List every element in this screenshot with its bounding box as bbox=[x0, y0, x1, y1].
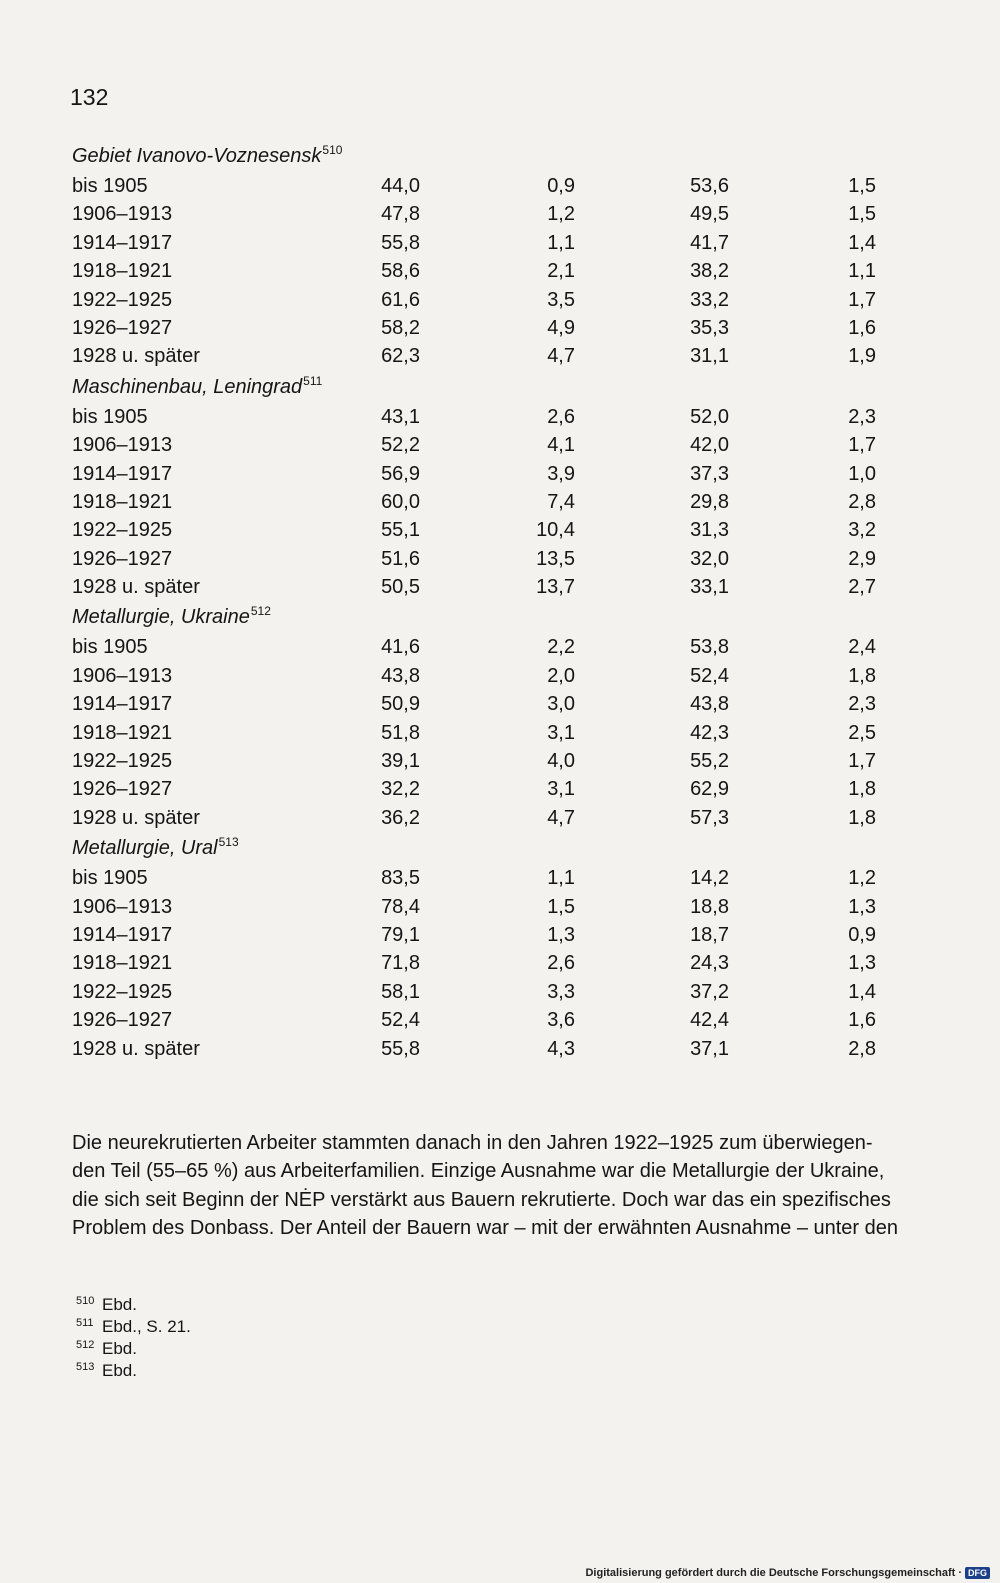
footnote-text: Ebd. bbox=[102, 1339, 137, 1358]
value-cell: 52,0 bbox=[690, 405, 729, 428]
footnote-ref: 512 bbox=[250, 604, 271, 619]
value-cell: 1,8 bbox=[848, 778, 876, 801]
value-cell: 58,6 bbox=[381, 260, 420, 283]
value-cell: 2,3 bbox=[848, 405, 876, 428]
footnote bbox=[76, 1338, 191, 1360]
value-cell: 1,5 bbox=[848, 203, 876, 226]
value-cell: 36,2 bbox=[381, 806, 420, 829]
value-cell: 1,3 bbox=[547, 923, 575, 946]
value-cell: 3,2 bbox=[848, 519, 876, 542]
period-cell: 1918–1921 bbox=[72, 721, 173, 744]
value-cell: 1,4 bbox=[848, 980, 876, 1003]
value-cell: 78,4 bbox=[381, 895, 420, 918]
footnote-number: 512 bbox=[76, 1339, 95, 1351]
table-row bbox=[72, 662, 892, 690]
value-cell: 1,7 bbox=[848, 750, 876, 773]
value-cell: 1,5 bbox=[547, 895, 575, 918]
value-cell: 1,4 bbox=[848, 231, 876, 254]
footnote bbox=[76, 1360, 191, 1382]
footnote bbox=[76, 1316, 191, 1338]
body-line: den Teil (55–65 %) aus Arbeiterfamilien. Einzige Ausnahme war die Metallurgie der Ukraine, bbox=[72, 1160, 885, 1183]
value-cell: 42,0 bbox=[690, 434, 729, 457]
table-row bbox=[72, 229, 892, 257]
period-cell: 1928 u. später bbox=[72, 345, 200, 368]
body-paragraph bbox=[72, 1129, 940, 1243]
value-cell: 2,8 bbox=[848, 1037, 876, 1060]
value-cell: 1,1 bbox=[547, 231, 575, 254]
value-cell: 57,3 bbox=[690, 806, 729, 829]
value-cell: 43,8 bbox=[381, 664, 420, 687]
value-cell: 3,3 bbox=[547, 980, 575, 1003]
table-row bbox=[72, 804, 892, 832]
period-cell: 1922–1925 bbox=[72, 288, 173, 311]
value-cell: 52,4 bbox=[690, 664, 729, 687]
value-cell: 2,8 bbox=[848, 490, 876, 513]
value-cell: 1,6 bbox=[848, 1009, 876, 1032]
footnote-text: Ebd. bbox=[102, 1361, 137, 1380]
table-row bbox=[72, 690, 892, 718]
section-title bbox=[72, 140, 892, 172]
value-cell: 24,3 bbox=[690, 952, 729, 975]
value-cell: 2,7 bbox=[848, 576, 876, 599]
value-cell: 2,4 bbox=[848, 636, 876, 659]
value-cell: 61,6 bbox=[381, 288, 420, 311]
value-cell: 29,8 bbox=[690, 490, 729, 513]
value-cell: 3,0 bbox=[547, 693, 575, 716]
value-cell: 10,4 bbox=[536, 519, 575, 542]
value-cell: 58,1 bbox=[381, 980, 420, 1003]
period-cell: 1926–1927 bbox=[72, 778, 173, 801]
section-title bbox=[72, 371, 892, 403]
value-cell: 1,8 bbox=[848, 806, 876, 829]
value-cell: 2,2 bbox=[547, 636, 575, 659]
value-cell: 18,8 bbox=[690, 895, 729, 918]
value-cell: 1,6 bbox=[848, 316, 876, 339]
value-cell: 1,1 bbox=[848, 260, 876, 283]
period-cell: 1906–1913 bbox=[72, 895, 173, 918]
value-cell: 1,7 bbox=[848, 288, 876, 311]
value-cell: 41,6 bbox=[381, 636, 420, 659]
table-row bbox=[72, 893, 892, 921]
value-cell: 79,1 bbox=[381, 923, 420, 946]
value-cell: 33,1 bbox=[690, 576, 729, 599]
section-title-text: Metallurgie, Ukraine bbox=[72, 606, 250, 629]
period-cell: 1922–1925 bbox=[72, 519, 173, 542]
value-cell: 1,2 bbox=[848, 867, 876, 890]
period-cell: 1918–1921 bbox=[72, 490, 173, 513]
value-cell: 53,8 bbox=[690, 636, 729, 659]
table-row bbox=[72, 633, 892, 661]
value-cell: 33,2 bbox=[690, 288, 729, 311]
footnote-ref: 511 bbox=[303, 373, 323, 388]
value-cell: 1,3 bbox=[848, 952, 876, 975]
period-cell: 1914–1917 bbox=[72, 693, 173, 716]
table-row bbox=[72, 545, 892, 573]
table-row bbox=[72, 172, 892, 200]
table-row bbox=[72, 1006, 892, 1034]
section-title-text: Maschinenbau, Leningrad bbox=[72, 375, 303, 398]
value-cell: 42,3 bbox=[690, 721, 729, 744]
value-cell: 50,5 bbox=[381, 576, 420, 599]
period-cell: 1914–1917 bbox=[72, 923, 173, 946]
table-row bbox=[72, 286, 892, 314]
footnote-ref: 513 bbox=[218, 835, 239, 850]
value-cell: 62,9 bbox=[690, 778, 729, 801]
value-cell: 1,7 bbox=[848, 434, 876, 457]
value-cell: 37,1 bbox=[690, 1037, 729, 1060]
period-cell: 1928 u. später bbox=[72, 806, 200, 829]
period-cell: bis 1905 bbox=[72, 636, 148, 659]
period-cell: 1926–1927 bbox=[72, 1009, 173, 1032]
footnote-text: Ebd., S. 21. bbox=[102, 1317, 191, 1336]
dfg-logo: DFG bbox=[965, 1567, 990, 1579]
value-cell: 52,4 bbox=[381, 1009, 420, 1032]
value-cell: 43,8 bbox=[690, 693, 729, 716]
value-cell: 41,7 bbox=[690, 231, 729, 254]
period-cell: bis 1905 bbox=[72, 867, 148, 890]
value-cell: 1,3 bbox=[848, 895, 876, 918]
value-cell: 4,7 bbox=[547, 345, 575, 368]
table-row bbox=[72, 978, 892, 1006]
period-cell: 1914–1917 bbox=[72, 231, 173, 254]
body-line: Problem des Donbass. Der Anteil der Bauern war – mit der erwähnten Ausnahme – unter den bbox=[72, 1217, 899, 1240]
value-cell: 0,9 bbox=[848, 923, 876, 946]
value-cell: 37,2 bbox=[690, 980, 729, 1003]
value-cell: 51,8 bbox=[381, 721, 420, 744]
value-cell: 3,1 bbox=[547, 778, 575, 801]
value-cell: 14,2 bbox=[690, 867, 729, 890]
period-cell: 1928 u. später bbox=[72, 576, 200, 599]
digitization-credit bbox=[585, 1567, 990, 1579]
value-cell: 55,2 bbox=[690, 750, 729, 773]
value-cell: 50,9 bbox=[381, 693, 420, 716]
period-cell: 1922–1925 bbox=[72, 980, 173, 1003]
value-cell: 2,5 bbox=[848, 721, 876, 744]
value-cell: 60,0 bbox=[381, 490, 420, 513]
period-cell: 1928 u. später bbox=[72, 1037, 200, 1060]
period-cell: bis 1905 bbox=[72, 405, 148, 428]
section-title bbox=[72, 832, 892, 864]
value-cell: 58,2 bbox=[381, 316, 420, 339]
value-cell: 4,7 bbox=[547, 806, 575, 829]
value-cell: 3,5 bbox=[547, 288, 575, 311]
value-cell: 39,1 bbox=[381, 750, 420, 773]
value-cell: 4,9 bbox=[547, 316, 575, 339]
value-cell: 43,1 bbox=[381, 405, 420, 428]
value-cell: 31,1 bbox=[690, 345, 729, 368]
period-cell: 1926–1927 bbox=[72, 547, 173, 570]
value-cell: 42,4 bbox=[690, 1009, 729, 1032]
value-cell: 2,6 bbox=[547, 405, 575, 428]
value-cell: 2,1 bbox=[547, 260, 575, 283]
value-cell: 32,2 bbox=[381, 778, 420, 801]
table-row bbox=[72, 403, 892, 431]
value-cell: 55,8 bbox=[381, 231, 420, 254]
table-row bbox=[72, 257, 892, 285]
table-row bbox=[72, 949, 892, 977]
table-row bbox=[72, 573, 892, 601]
value-cell: 13,5 bbox=[536, 547, 575, 570]
value-cell: 1,9 bbox=[848, 345, 876, 368]
value-cell: 1,1 bbox=[547, 867, 575, 890]
footnote-ref: 510 bbox=[322, 143, 343, 157]
value-cell: 83,5 bbox=[381, 867, 420, 890]
value-cell: 2,6 bbox=[547, 952, 575, 975]
period-cell: 1926–1927 bbox=[72, 316, 173, 339]
value-cell: 32,0 bbox=[690, 547, 729, 570]
value-cell: 44,0 bbox=[381, 175, 420, 197]
footnote-number: 510 bbox=[76, 1295, 95, 1307]
table-row bbox=[72, 200, 892, 228]
value-cell: 49,5 bbox=[690, 203, 729, 226]
value-cell: 71,8 bbox=[381, 952, 420, 975]
table-row bbox=[72, 775, 892, 803]
period-cell: 1918–1921 bbox=[72, 952, 173, 975]
value-cell: 31,3 bbox=[690, 519, 729, 542]
value-cell: 1,8 bbox=[848, 664, 876, 687]
table-row bbox=[72, 488, 892, 516]
value-cell: 2,0 bbox=[547, 664, 575, 687]
body-line: die sich seit Beginn der NĖP verstärkt aus Bauern rekrutierte. Doch war das ein spezifisches bbox=[72, 1188, 891, 1211]
value-cell: 13,7 bbox=[536, 576, 575, 599]
period-cell: bis 1905 bbox=[72, 175, 148, 197]
section-title-text: Metallurgie, Ural bbox=[72, 837, 218, 860]
value-cell: 52,2 bbox=[381, 434, 420, 457]
period-cell: 1906–1913 bbox=[72, 434, 173, 457]
table-row bbox=[72, 431, 892, 459]
value-cell: 4,0 bbox=[547, 750, 575, 773]
table-row bbox=[72, 314, 892, 342]
value-cell: 51,6 bbox=[381, 547, 420, 570]
value-cell: 3,9 bbox=[547, 462, 575, 485]
footnote-text: Ebd. bbox=[102, 1295, 137, 1314]
table-row bbox=[72, 719, 892, 747]
credit-text: Digitalisierung gefördert durch die Deutsche Forschungsgemeinschaft · bbox=[585, 1567, 962, 1579]
value-cell: 4,3 bbox=[547, 1037, 575, 1060]
table-row bbox=[72, 516, 892, 544]
value-cell: 35,3 bbox=[690, 316, 729, 339]
value-cell: 1,0 bbox=[848, 462, 876, 485]
body-line: Die neurekrutierten Arbeiter stammten danach in den Jahren 1922–1925 zum überwiegen- bbox=[72, 1132, 873, 1154]
value-cell: 56,9 bbox=[381, 462, 420, 485]
table-row bbox=[72, 1035, 892, 1063]
table-row bbox=[72, 921, 892, 949]
table-row bbox=[72, 342, 892, 370]
value-cell: 1,5 bbox=[848, 175, 876, 197]
period-cell: 1906–1913 bbox=[72, 664, 173, 687]
footnotes bbox=[76, 1294, 191, 1382]
value-cell: 1,2 bbox=[547, 203, 575, 226]
value-cell: 47,8 bbox=[381, 203, 420, 226]
period-cell: 1906–1913 bbox=[72, 203, 173, 226]
value-cell: 38,2 bbox=[690, 260, 729, 283]
period-cell: 1922–1925 bbox=[72, 750, 173, 773]
value-cell: 62,3 bbox=[381, 345, 420, 368]
footnote-number: 513 bbox=[76, 1361, 95, 1373]
value-cell: 55,1 bbox=[381, 519, 420, 542]
value-cell: 0,9 bbox=[547, 175, 575, 197]
period-cell: 1918–1921 bbox=[72, 260, 173, 283]
value-cell: 2,9 bbox=[848, 547, 876, 570]
footnote-number: 511 bbox=[76, 1317, 94, 1329]
table-row bbox=[72, 864, 892, 892]
table-row bbox=[72, 460, 892, 488]
page-number: 132 bbox=[70, 84, 109, 110]
period-cell: 1914–1917 bbox=[72, 462, 173, 485]
value-cell: 7,4 bbox=[547, 490, 575, 513]
value-cell: 18,7 bbox=[690, 923, 729, 946]
value-cell: 3,1 bbox=[547, 721, 575, 744]
footnote bbox=[76, 1294, 191, 1316]
value-cell: 3,6 bbox=[547, 1009, 575, 1032]
value-cell: 53,6 bbox=[690, 175, 729, 197]
section-title-text: Gebiet Ivanovo-Voznesensk bbox=[72, 145, 322, 167]
value-cell: 55,8 bbox=[381, 1037, 420, 1060]
section-title bbox=[72, 601, 892, 633]
table-row bbox=[72, 747, 892, 775]
value-cell: 2,3 bbox=[848, 693, 876, 716]
statistics-tables bbox=[72, 140, 892, 1063]
value-cell: 4,1 bbox=[547, 434, 575, 457]
value-cell: 37,3 bbox=[690, 462, 729, 485]
